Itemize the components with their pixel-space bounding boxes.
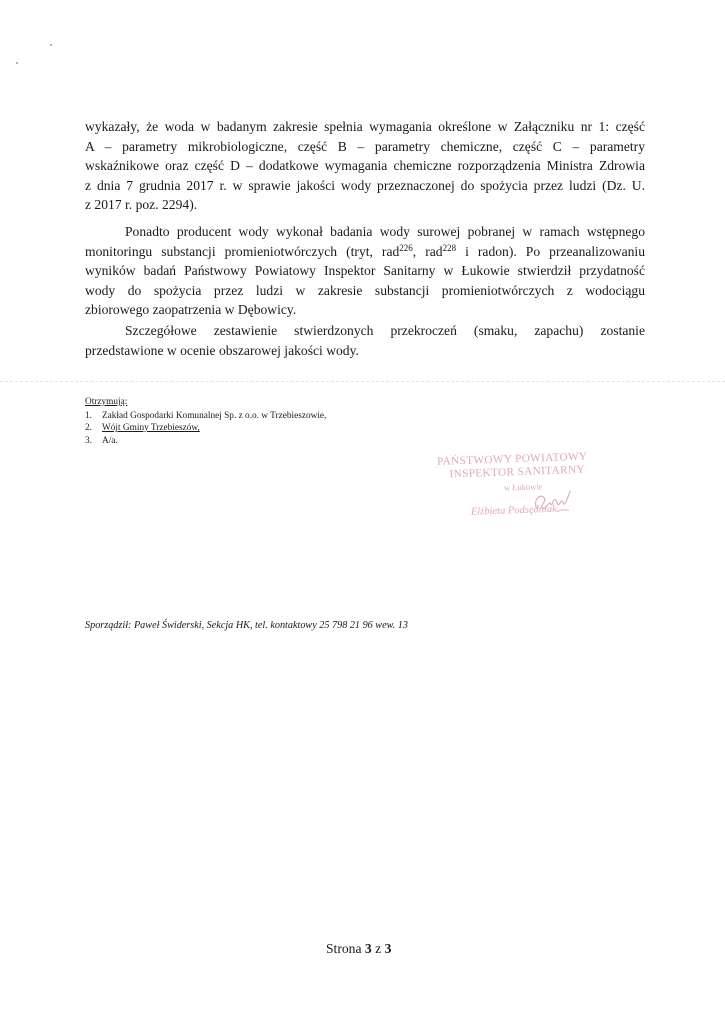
list-number: 2. [85,423,92,434]
text-line: wyników badań Państwowy Powiatowy Inspektor Sanitarny w Łukowie stwierdził przydatność [85,263,645,279]
text-line: wskaźnikowe oraz część D – dodatkowe wymagania chemiczne rozporządzenia Ministra Zdrowia [85,158,645,174]
page-separator: z [375,941,382,956]
recipient-name: A/a. [102,435,118,446]
total-pages: 3 [384,941,392,956]
official-stamp [419,444,622,531]
page-fold-line [0,381,725,382]
list-number: 1. [85,410,92,421]
text-line: wykazały, że woda w badanym zakresie spełnia wymagania określone w Załączniku nr 1: część [85,119,645,134]
isotope-superscript: 226 [399,242,413,253]
list-item [85,422,385,435]
recipient-name: Zakład Gospodarki Komunalnej Sp. z o.o. w Trzebieszowie, [102,410,327,421]
text-fragment: , rad [412,243,443,259]
text-line: zbiorowego zaopatrzenia w Dębowicy. [85,302,297,318]
recipients-header: Otrzymują: [85,397,128,407]
scan-speck [16,62,18,64]
text-line: przedstawione w ocenie obszarowej jakości wody. [85,342,359,358]
page-label: Strona [326,941,362,956]
text-line: z 2017 r. poz. 2294). [85,197,198,213]
paragraph-test-results [85,117,645,215]
stamp-line: w Łukowie [503,481,543,493]
text-fragment: monitoringu substancji promieniotwórczych (tryt, rad [85,243,400,259]
text-line [85,242,645,262]
text-line: Szczegółowe zestawienie stwierdzonych przekroczeń (smaku, zapachu) zostanie [125,323,645,338]
text-line: Ponadto producent wody wykonał badania wody surowej pobranej w ramach wstępnego [125,224,645,239]
current-page: 3 [364,941,372,956]
text-line: z dnia 7 grudnia 2017 r. w sprawie jakości wody przeznaczonej do spożycia przez ludzi (Dz. U. [85,177,645,193]
stamp-line: PAŃSTWOWY POWIATOWY [436,450,588,468]
list-item [85,410,385,423]
handwritten-signature [528,485,579,519]
text-line: wody do spożycia przez ludzi w zakresie substancji promieniotwórczych z wodociągu [85,282,645,298]
list-number: 3. [85,435,92,446]
isotope-superscript: 228 [442,242,457,253]
paragraph-exceedances [85,321,645,360]
text-line: A – parametry mikrobiologiczne, część B – parametry chemiczne, część C – parametry [85,138,645,154]
stamp-signatory-name: Elżbieta Podsędniak [470,503,558,518]
scan-speck [50,44,52,46]
page-number [326,941,391,957]
prepared-by-note: Sporządził: Paweł Świderski, Sekcja HK, tel. kontaktowy 25 798 21 96 wew. 13 [85,620,408,631]
text-fragment: i radon). Po przeanalizowaniu [456,243,646,259]
stamp-line: INSPEKTOR SANITARNY [449,463,586,481]
recipients-list [85,396,385,447]
list-item [85,435,385,448]
paragraph-radioactivity-monitoring [85,222,645,320]
recipient-name: Wójt Gminy Trzebieszów, [102,423,200,434]
